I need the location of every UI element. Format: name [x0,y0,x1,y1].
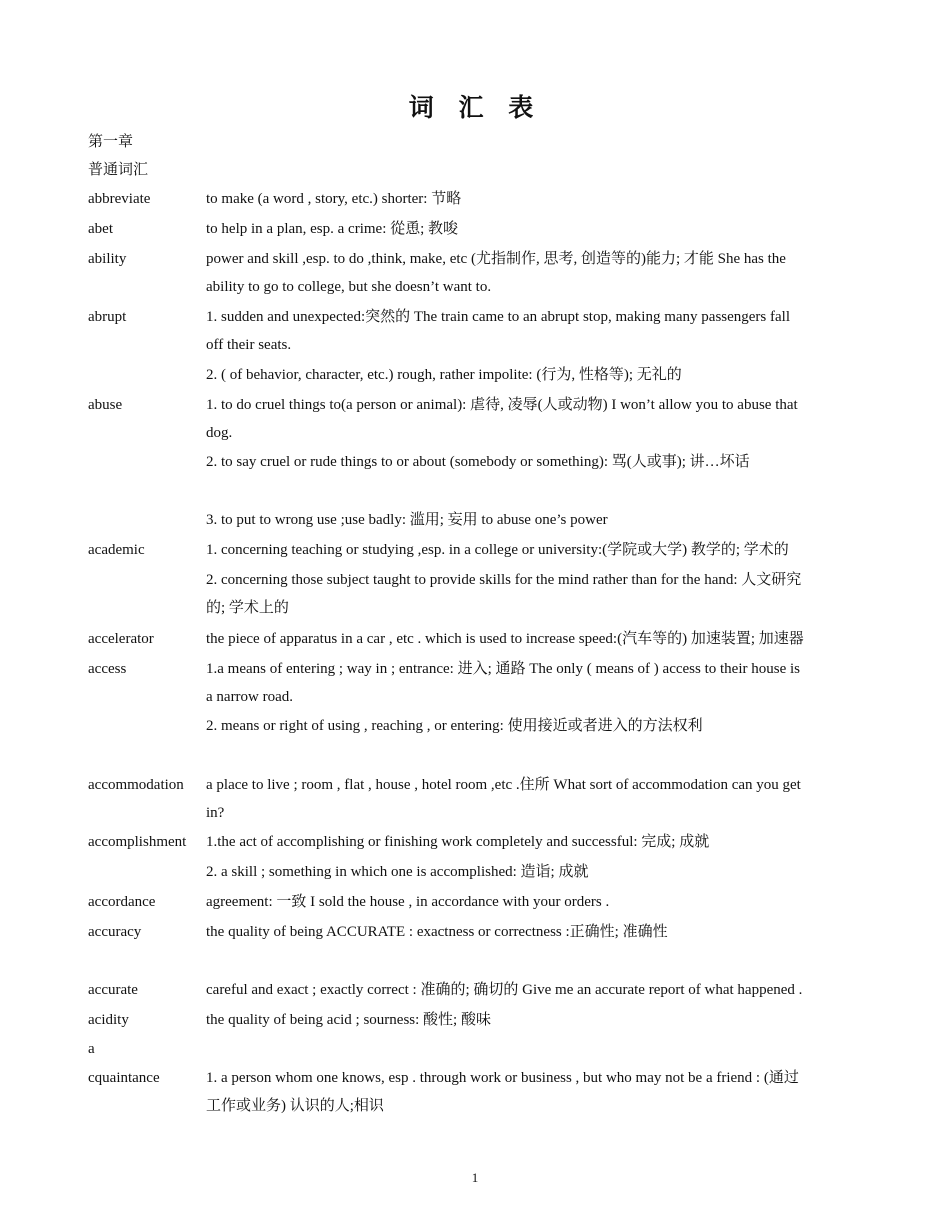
definition-acquaintance-line2: 工作或业务) 认识的人;相识 [206,1098,384,1114]
section-heading: 普通词汇 [88,162,149,178]
definition-abbreviate: to make (a word , story, etc.) shorter: 节略 [206,191,462,207]
definition-access-2: 2. means or right of using , reaching , or entering: 使用接近或者进入的方法权利 [206,718,703,734]
definition-abuse-1-line2: dog. [206,425,233,441]
term-accordance: accordance [88,894,156,910]
term-acquaintance-part2: cquaintance [88,1070,160,1086]
definition-accommodation-line1: a place to live ; room , flat , house , hotel room ,etc .住所 What sort of accommodation can you get [206,777,801,793]
term-accelerator: accelerator [88,631,154,647]
definition-abrupt-1-line1: 1. sudden and unexpected:突然的 The train came to an abrupt stop, making many passengers fall [206,309,791,325]
definition-abuse-2: 2. to say cruel or rude things to or about (somebody or something): 骂(人或事); 讲…坏话 [206,454,750,470]
term-accuracy: accuracy [88,924,142,940]
term-acidity: acidity [88,1012,129,1028]
definition-acquaintance-line1: 1. a person whom one knows, esp . through work or business , but who may not be a friend : (通过 [206,1070,799,1086]
definition-ability-line2: ability to go to college, but she doesn’t want to. [206,279,492,295]
term-abet: abet [88,221,113,237]
definition-abuse-3: 3. to put to wrong use ;use badly: 滥用; 妄用 to abuse one’s power [206,512,608,528]
term-abrupt: abrupt [88,309,127,325]
definition-academic-1: 1. concerning teaching or studying ,esp. in a college or university:(学院或大学) 教学的; 学术的 [206,542,789,558]
term-academic: academic [88,542,145,558]
term-accurate: accurate [88,982,138,998]
definition-access-1-line1: 1.a means of entering ; way in ; entrance: 进入; 通路 The only ( means of ) access to their house is [206,661,800,677]
page-title: 词 汇 表 [408,93,542,122]
definition-ability-line1: power and skill ,esp. to do ,think, make, etc (尤指制作, 思考, 创造等的)能力; 才能 She has the [206,251,786,267]
term-ability: ability [88,251,127,267]
definition-academic-2-line1: 2. concerning those subject taught to provide skills for the mind rather than for the hand: 人文研究 [206,572,802,588]
definition-accuracy: the quality of being ACCURATE : exactness or correctness :正确性; 准确性 [206,924,668,940]
term-accomplishment: accomplishment [88,834,187,850]
definition-accommodation-line2: in? [206,805,225,821]
definition-accelerator: the piece of apparatus in a car , etc . which is used to increase speed:(汽车等的) 加速装置; 加速器 [206,631,804,647]
definition-academic-2-line2: 的; 学术上的 [206,600,289,616]
definition-access-1-line2: a narrow road. [206,689,294,705]
term-accommodation: accommodation [88,777,184,793]
definition-abuse-1-line1: 1. to do cruel things to(a person or animal): 虐待, 凌辱(人或动物) I won’t allow you to abuse that [206,397,798,413]
term-abbreviate: abbreviate [88,191,151,207]
definition-accurate: careful and exact ; exactly correct : 准确的; 确切的 Give me an accurate report of what happened . [206,982,803,998]
term-acquaintance-part1: a [88,1041,95,1057]
definition-accordance: agreement: 一致 I sold the house , in accordance with your orders . [206,894,610,910]
term-access: access [88,661,127,677]
definition-accomplishment-2: 2. a skill ; something in which one is accomplished: 造诣; 成就 [206,864,589,880]
definition-abet: to help in a plan, esp. a crime: 從恿; 教唆 [206,221,459,237]
definition-accomplishment-1: 1.the act of accomplishing or finishing work completely and successful: 完成; 成就 [206,834,710,850]
page-number: 1 [471,1170,479,1185]
term-abuse: abuse [88,397,123,413]
definition-abrupt-1-line2: off their seats. [206,337,292,353]
chapter-heading: 第一章 [88,134,134,150]
definition-abrupt-2: 2. ( of behavior, character, etc.) rough, rather impolite: (行为, 性格等); 无礼的 [206,367,682,383]
definition-acidity: the quality of being acid ; sourness: 酸性; 酸味 [206,1012,491,1028]
